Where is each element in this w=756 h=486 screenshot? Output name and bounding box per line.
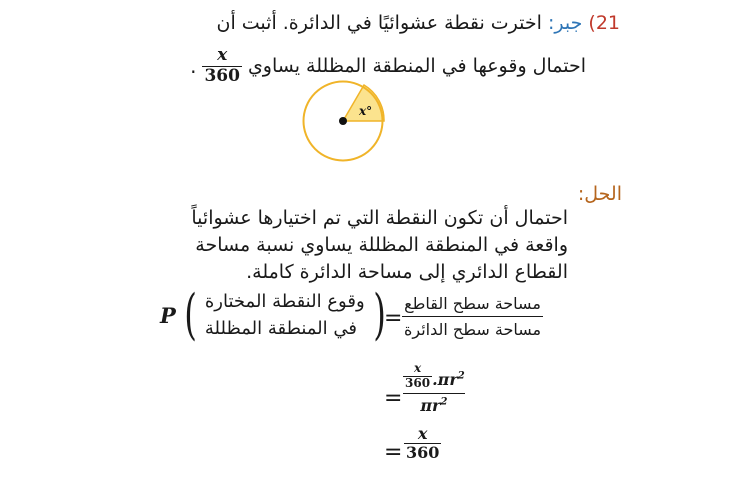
equals-sign-2: = — [384, 386, 403, 411]
step2-inner-fraction — [403, 362, 432, 391]
ratio-bar — [402, 316, 543, 317]
final-numerator: x — [417, 424, 428, 443]
problem-number: 21) — [588, 12, 620, 34]
probability-expression — [160, 283, 390, 346]
step2-denominator: $\pi r^2$ — [420, 395, 448, 415]
step2-num-tail: $.\pi r^2$ — [432, 369, 465, 389]
problem-tag: جبر: — [547, 12, 583, 34]
problem-text-1: اخترت نقطة عشوائيًا في الدائرة. أثبت أن — [216, 12, 542, 34]
event-line-1: وقوع النقطة المختارة — [204, 291, 365, 312]
center-point — [339, 117, 347, 125]
fraction-denominator: 360 — [204, 65, 240, 86]
ratio-numerator: مساحة سطح القاطع — [404, 294, 541, 313]
angle-label: x° — [359, 104, 373, 118]
problem-line-1 — [217, 12, 621, 34]
final-denominator: 360 — [406, 443, 440, 463]
final-fraction — [404, 425, 441, 463]
step2-fraction — [403, 362, 465, 415]
solution-line-1: احتمال أن تكون النقطة التي تم اختيارها عشوائياً — [191, 207, 568, 229]
ratio-denominator: مساحة سطح الدائرة — [404, 320, 542, 339]
right-paren: ) — [372, 283, 386, 346]
event-line-2: في المنطقة المظللة — [204, 318, 357, 339]
step2-inner-denominator: 360 — [405, 375, 431, 390]
event-description — [205, 288, 365, 342]
solution-label: الحل: — [577, 183, 622, 205]
circle-diagram — [302, 80, 394, 172]
problem-fraction — [202, 46, 242, 86]
solution-line-2: واقعة في المنطقة المظللة يساوي نسبة مساحة — [195, 234, 568, 256]
fraction-numerator: x — [217, 45, 228, 65]
problem-period: . — [190, 54, 197, 79]
p-symbol: P — [160, 302, 176, 328]
solution-line-3: القطاع الدائري إلى مساحة الدائرة كاملة. — [246, 261, 568, 283]
area-ratio — [402, 294, 543, 339]
step2-inner-numerator: x — [413, 361, 422, 375]
step2-bar — [403, 393, 465, 394]
equals-sign-3: = — [384, 440, 403, 465]
problem-text-2: احتمال وقوعها في المنطقة المظللة يساوي — [247, 55, 586, 78]
equals-sign-1: = — [384, 306, 403, 331]
step2-numerator — [403, 362, 465, 391]
step3-fraction — [404, 425, 441, 463]
left-paren: ( — [184, 283, 197, 346]
